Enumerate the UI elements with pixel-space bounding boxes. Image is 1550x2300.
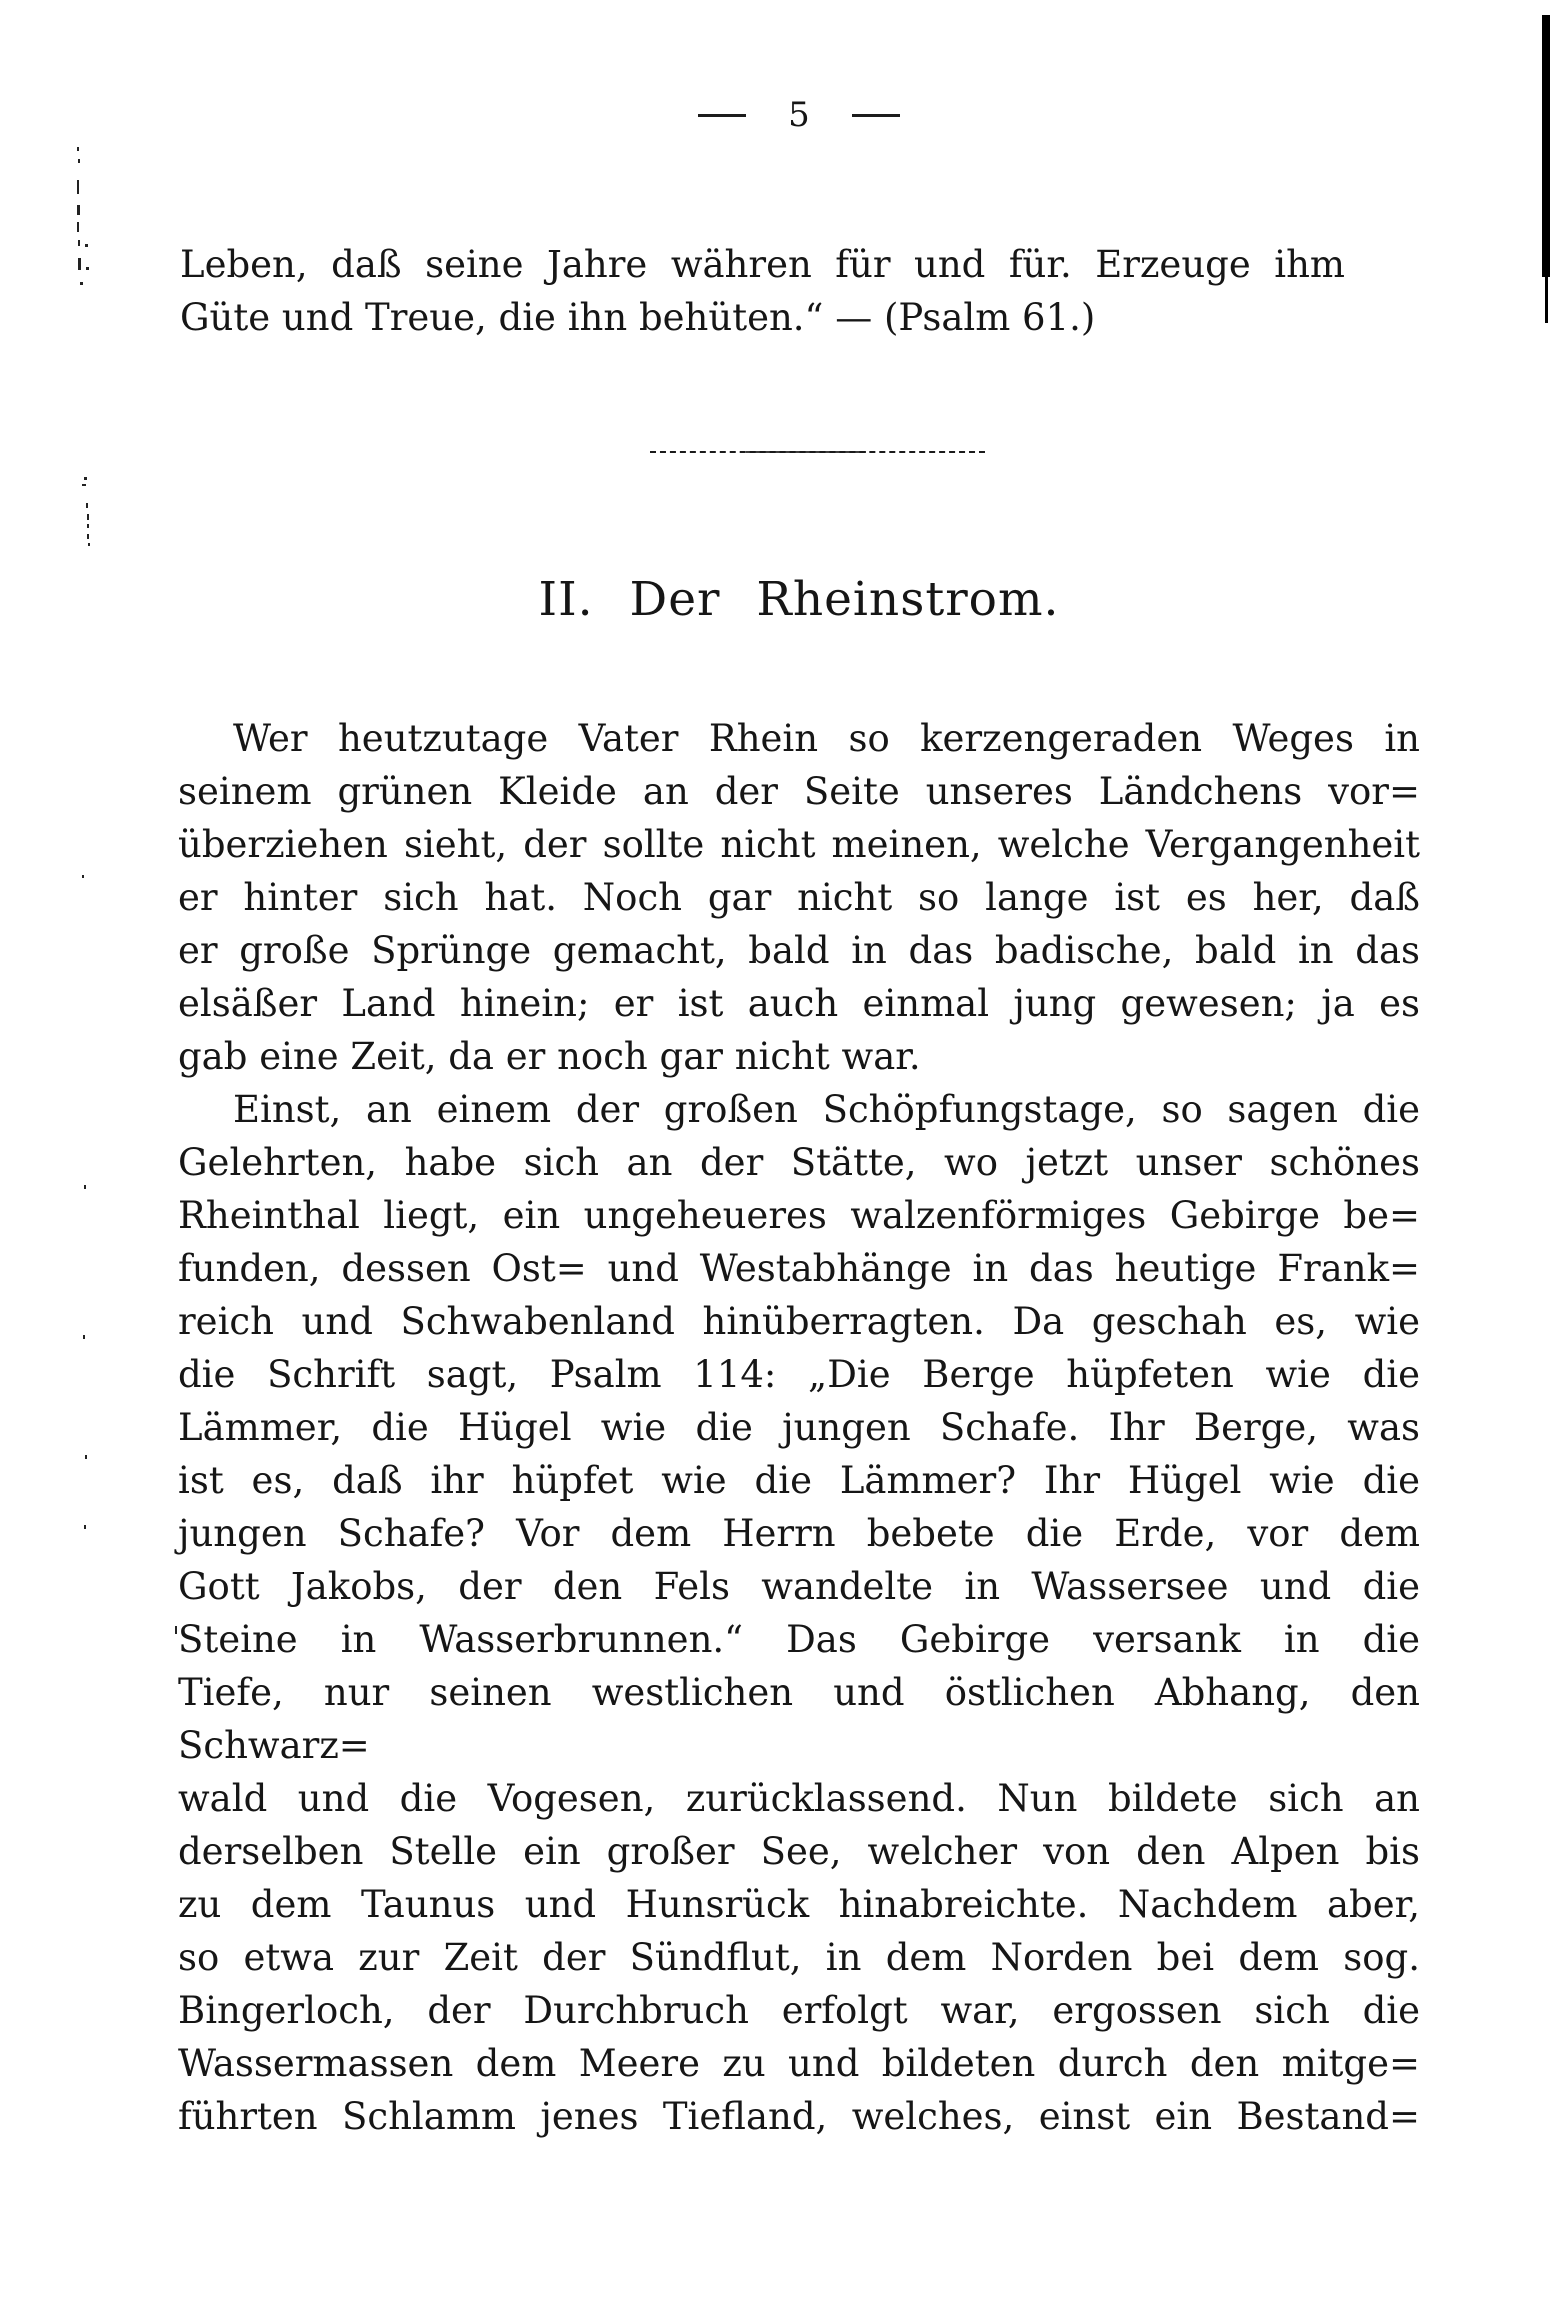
text-line: er große Sprünge gemacht, bald in das badische, bald in das bbox=[178, 929, 1420, 972]
text-line: seinem grünen Kleide an der Seite unseres Ländchens vor= bbox=[178, 770, 1420, 813]
psalm-quote-block bbox=[180, 238, 1345, 344]
text-line: Gelehrten, habe sich an der Stätte, wo jetzt unser schönes bbox=[178, 1141, 1420, 1184]
section-divider bbox=[650, 451, 985, 453]
chapter-heading: II. Der Rheinstrom. bbox=[538, 572, 1060, 627]
text-line: Tiefe, nur seinen westlichen und östlichen Abhang, den Schwarz= bbox=[178, 1671, 1420, 1767]
scan-speck bbox=[82, 875, 84, 878]
scan-speck bbox=[87, 534, 89, 539]
text-line: Leben, daß seine Jahre währen für und für. Erzeuge ihm bbox=[180, 243, 1345, 286]
scan-speck bbox=[87, 524, 89, 528]
text-line: Einst, an einem der großen Schöpfungstage, so sagen die bbox=[233, 1088, 1420, 1131]
text-line: Wer heutzutage Vater Rhein so kerzengeraden Weges in bbox=[233, 717, 1420, 760]
text-line: elsäßer Land hinein; er ist auch einmal jung gewesen; ja es bbox=[178, 982, 1420, 1025]
scan-edge-bar-thin-artifact bbox=[1545, 275, 1548, 323]
paragraph-2 bbox=[178, 1083, 1420, 2143]
text-line: er hinter sich hat. Noch gar nicht so lange ist es her, daß bbox=[178, 876, 1420, 919]
scan-speck bbox=[78, 240, 80, 246]
page-number-value: 5 bbox=[788, 95, 810, 135]
scan-speck bbox=[77, 147, 79, 151]
paragraph-1 bbox=[178, 712, 1420, 1083]
scan-speck bbox=[83, 1335, 85, 1339]
text-line: die Schrift sagt, Psalm 114: „Die Berge hüpfeten wie die bbox=[178, 1353, 1420, 1396]
scan-speck bbox=[78, 159, 80, 163]
scan-speck bbox=[80, 282, 83, 285]
text-line: ist es, daß ihr hüpfet wie die Lämmer? Ihr Hügel wie die bbox=[178, 1459, 1420, 1502]
text-line: gab eine Zeit, da er noch gar nicht war. bbox=[178, 1035, 921, 1078]
scan-speck bbox=[82, 484, 86, 486]
scan-speck bbox=[87, 514, 89, 520]
body-text bbox=[178, 712, 1420, 2143]
scan-speck bbox=[175, 1626, 177, 1634]
text-line: funden, dessen Ost= und Westabhänge in das heutige Frank= bbox=[178, 1247, 1420, 1290]
scan-speck bbox=[86, 267, 89, 270]
text-line: derselben Stelle ein großer See, welcher von den Alpen bis bbox=[178, 1830, 1420, 1873]
text-line: wald und die Vogesen, zurücklassend. Nun bildete sich an bbox=[178, 1777, 1420, 1820]
text-line: jungen Schafe? Vor dem Herrn bebete die Erde, vor dem bbox=[178, 1512, 1420, 1555]
scan-edge-bar-artifact bbox=[1542, 15, 1550, 277]
text-line: Lämmer, die Hügel wie die jungen Schafe. Ihr Berge, was bbox=[178, 1406, 1420, 1449]
scan-speck bbox=[77, 205, 80, 215]
text-line: Bingerloch, der Durchbruch erfolgt war, ergossen sich die bbox=[178, 1989, 1420, 2032]
scan-speck bbox=[78, 258, 81, 270]
scan-speck bbox=[85, 244, 88, 247]
text-line: Wassermassen dem Meere zu und bildeten durch den mitge= bbox=[178, 2042, 1420, 2085]
scan-speck bbox=[84, 1185, 86, 1189]
scan-speck bbox=[84, 477, 87, 480]
text-line: reich und Schwabenland hinüberragten. Da geschah es, wie bbox=[178, 1300, 1420, 1343]
text-line: überziehen sieht, der sollte nicht meinen, welche Vergangenheit bbox=[178, 823, 1420, 866]
scan-speck bbox=[84, 1525, 86, 1529]
text-line: führten Schlamm jenes Tiefland, welches, einst ein Bestand= bbox=[178, 2095, 1420, 2138]
text-line: zu dem Taunus und Hunsrück hinabreichte. Nachdem aber, bbox=[178, 1883, 1420, 1926]
scan-speck bbox=[86, 503, 88, 508]
page-number-rule-right bbox=[852, 114, 900, 117]
text-line: Güte und Treue, die ihn behüten.“ — (Psalm 61.) bbox=[180, 296, 1096, 339]
scan-speck bbox=[85, 1455, 87, 1459]
text-line: Rheinthal liegt, ein ungeheueres walzenförmiges Gebirge be= bbox=[178, 1194, 1420, 1237]
page-number-rule-left bbox=[698, 114, 746, 117]
text-line: Gott Jakobs, der den Fels wandelte in Wassersee und die bbox=[178, 1565, 1420, 1608]
text-line: Steine in Wasserbrunnen.“ Das Gebirge versank in die bbox=[178, 1618, 1420, 1661]
scan-speck bbox=[77, 222, 79, 232]
scan-speck bbox=[77, 180, 79, 194]
scan-speck bbox=[88, 543, 90, 546]
page-number bbox=[178, 95, 1420, 135]
text-line: so etwa zur Zeit der Sündflut, in dem Norden bei dem sog. bbox=[178, 1936, 1420, 1979]
